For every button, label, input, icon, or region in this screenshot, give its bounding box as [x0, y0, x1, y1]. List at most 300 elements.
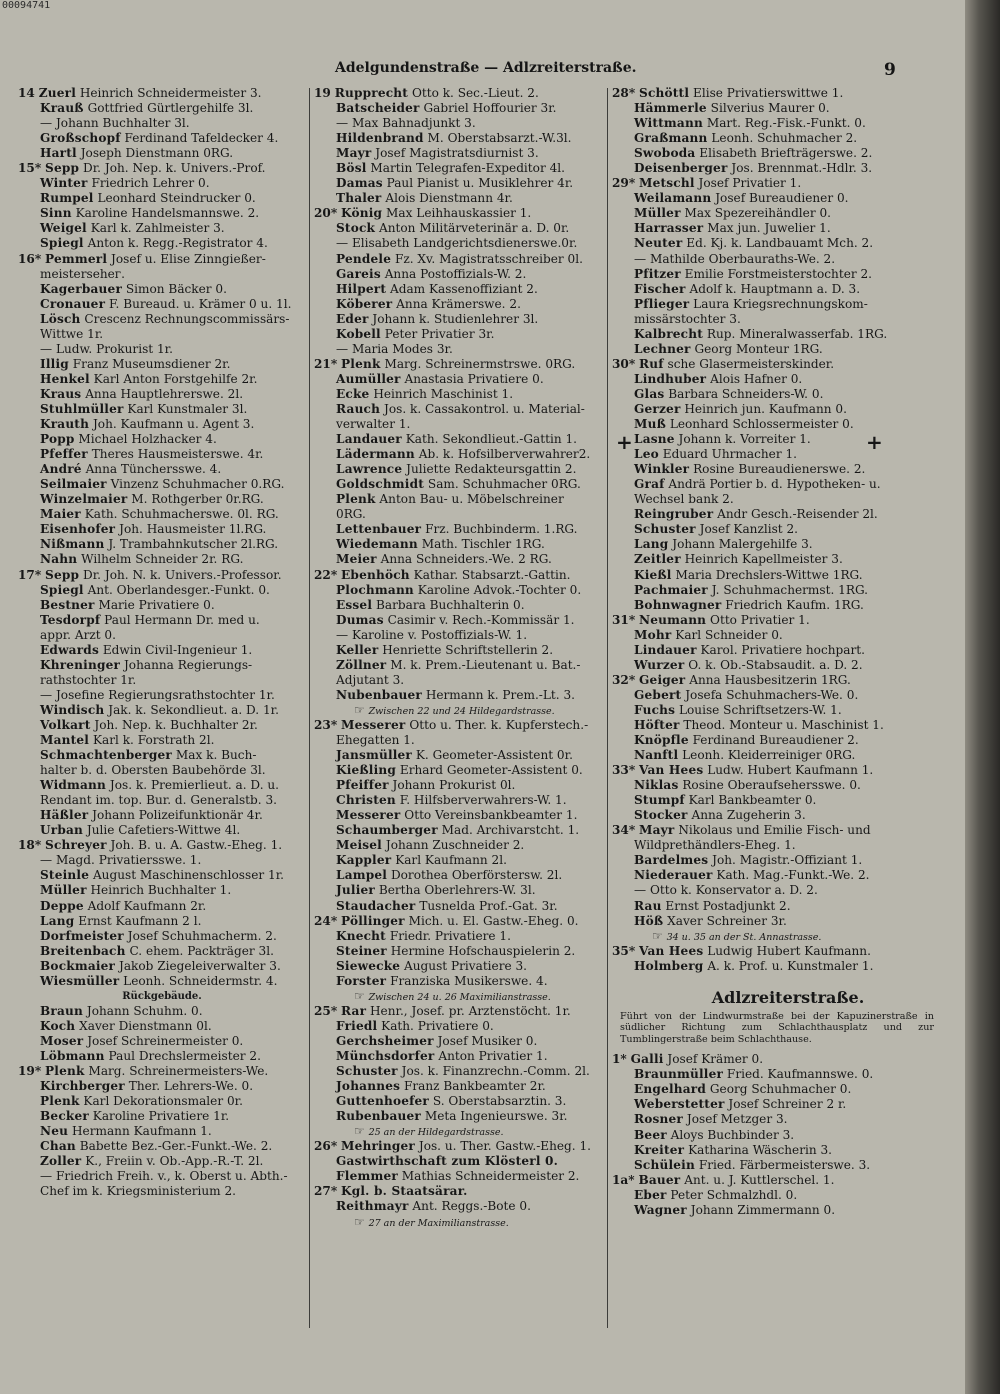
pointing-hand-icon: ☞: [354, 1214, 369, 1229]
resident-details: J. Trambahnkutscher 2l.RG.: [108, 537, 279, 552]
resident-surname: Kreiter: [634, 1142, 685, 1157]
resident-surname: Nahn: [40, 552, 78, 567]
resident-entry: [612, 267, 964, 282]
resident-entry: [314, 1199, 604, 1214]
resident-entry: [314, 492, 604, 507]
resident-details: Marg. Schreinermstrswe. 0RG.: [384, 356, 576, 371]
resident-surname: Bohnwagner: [634, 597, 722, 612]
resident-entry: [18, 1079, 306, 1094]
resident-entry: [612, 447, 964, 462]
resident-surname: Stuhlmüller: [40, 401, 124, 416]
resident-details: Rosine Oberaufsehersswe. 0.: [682, 778, 861, 793]
resident-details: Josef Musiker 0.: [437, 1033, 538, 1048]
resident-surname: Knecht: [336, 928, 386, 943]
resident-details: Ferdinand Tafeldecker 4.: [124, 131, 279, 146]
pointing-hand-icon: ☞: [354, 1124, 369, 1139]
house-number-entry: [612, 823, 964, 838]
resident-surname: Lädermann: [336, 447, 415, 462]
resident-surname: Spiegl: [40, 236, 84, 251]
resident-entry: [314, 1109, 604, 1124]
resident-entry: [612, 853, 964, 868]
resident-entry: [18, 688, 306, 703]
resident-details: Josef Schuhmacherm. 2.: [127, 928, 277, 943]
resident-entry: [18, 176, 306, 191]
resident-surname: Glas: [634, 386, 665, 401]
resident-details: Karoline Advok.-Tochter 0.: [417, 582, 582, 597]
resident-details: Fried. Kaufmannswe. 0.: [726, 1067, 874, 1082]
resident-surname: Widmann: [40, 778, 107, 793]
resident-details: — Otto k. Konservator a. D. 2.: [634, 883, 818, 898]
resident-details: Elisabeth Briefträgerswe. 2.: [699, 146, 873, 161]
house-number: 19: [314, 86, 331, 100]
column-rule-2: [607, 88, 608, 1328]
resident-surname: Pfeffer: [40, 447, 88, 462]
resident-entry: [314, 236, 604, 251]
resident-surname: Moser: [40, 1033, 84, 1048]
resident-details: Otto k. Sec.-Lieut. 2.: [411, 86, 539, 100]
resident-details: Johann Prokurist 0l.: [392, 778, 516, 793]
resident-details: Anna Tünchersswe. 4.: [85, 462, 222, 477]
resident-surname: Stocker: [634, 808, 688, 823]
resident-surname: Schuster: [634, 522, 696, 537]
resident-entry: [18, 447, 306, 462]
resident-details: Ludwig Hubert Kaufmann.: [707, 943, 871, 958]
resident-details: Dorothea Oberförstersw. 2l.: [390, 868, 563, 883]
resident-entry: [18, 808, 306, 823]
resident-details: Meta Ingenieurswe. 3r.: [424, 1109, 568, 1124]
house-number: 15*: [18, 161, 42, 176]
resident-surname: Batscheider: [336, 101, 420, 116]
resident-surname: Christen: [336, 793, 396, 808]
resident-entry: [612, 1143, 964, 1158]
resident-surname: Reingruber: [634, 507, 714, 522]
resident-surname: Fischer: [634, 281, 686, 296]
resident-surname: Pfeiffer: [336, 778, 389, 793]
resident-details: M. Oberstabsarzt.-W.3l.: [427, 131, 572, 146]
resident-entry: [314, 643, 604, 658]
resident-surname: Leo: [634, 447, 659, 462]
resident-surname: Neumann: [639, 612, 707, 627]
resident-details: Anastasia Privatiere 0.: [404, 371, 544, 386]
resident-details: Edwin Civil-Ingenieur 1.: [102, 642, 253, 657]
resident-entry: [18, 477, 306, 492]
resident-surname: Rauch: [336, 401, 381, 416]
entry-continuation: meistersehег.: [40, 266, 125, 281]
resident-details: Jos. u. Ther. Gastw.-Eheg. 1.: [418, 1139, 592, 1154]
resident-details: Kath. Schuhmacherswe. 0l. RG.: [84, 507, 279, 522]
resident-surname: Schuster: [336, 1064, 398, 1079]
resident-surname: Lechner: [634, 341, 691, 356]
pointing-hand-icon: ☞: [652, 928, 667, 943]
resident-entry: [612, 1158, 964, 1173]
resident-surname: Kagerbauer: [40, 281, 123, 296]
resident-entry: [612, 387, 964, 402]
resident-details: Josef Bureaudiener 0.: [715, 191, 849, 206]
entry-continuation: Ehegatten 1.: [336, 733, 415, 748]
resident-details: Josefa Schuhmachers-We. 0.: [685, 687, 859, 702]
resident-surname: Kalbrecht: [634, 326, 704, 341]
resident-surname: Swoboda: [634, 146, 696, 161]
resident-surname: Graf: [634, 477, 665, 492]
house-number: 21*: [314, 356, 338, 371]
entry-continuation: rathstochter 1r.: [40, 672, 137, 687]
resident-surname: Bauer: [638, 1172, 681, 1187]
resident-entry: [612, 477, 964, 492]
resident-entry: [314, 899, 604, 914]
resident-surname: Münchsdorfer: [336, 1049, 435, 1063]
resident-entry: [18, 221, 306, 236]
resident-surname: Mayr: [639, 823, 675, 838]
house-number: 30*: [612, 356, 636, 371]
resident-entry: [314, 658, 604, 673]
resident-entry: [314, 101, 604, 116]
resident-entry: [18, 823, 306, 838]
resident-surname: Rubenbauer: [336, 1109, 421, 1124]
resident-details: Vinzenz Schuhmacher 0.RG.: [110, 477, 285, 492]
resident-details: M. k. Prem.-Lieutenant u. Bat.-: [390, 657, 581, 672]
resident-entry: [18, 552, 306, 567]
resident-surname: Messerer: [341, 717, 406, 732]
resident-details: Silverius Maurer 0.: [710, 101, 830, 116]
resident-surname: Graßmann: [634, 131, 708, 146]
resident-surname: Plenk: [40, 1094, 80, 1109]
resident-surname: Breitenbach: [40, 943, 126, 958]
resident-details: Jak. k. Sekondlieut. a. D. 1r.: [108, 702, 279, 717]
resident-details: Anton k. Regg.-Registrator 4.: [87, 236, 268, 251]
resident-entry: [612, 793, 964, 808]
resident-surname: Bockmaier: [40, 958, 116, 973]
resident-entry: [314, 176, 604, 191]
resident-surname: Stock: [336, 221, 376, 236]
resident-surname: Plenk: [45, 1064, 85, 1079]
resident-entry: [314, 342, 604, 357]
house-number: 19*: [18, 1064, 42, 1079]
resident-surname: Dumas: [336, 612, 384, 627]
resident-details: C. ehem. Packträger 3l.: [129, 943, 274, 958]
resident-surname: Lasne: [634, 432, 675, 447]
resident-surname: Gebert: [634, 687, 682, 702]
resident-surname: Köberer: [336, 296, 393, 311]
resident-surname: Pfitzer: [634, 266, 681, 281]
house-number: 31*: [612, 612, 636, 627]
resident-details: Eduard Uhrmacher 1.: [662, 447, 797, 462]
resident-entry: [612, 914, 964, 929]
resident-surname: Koch: [40, 1018, 76, 1033]
resident-surname: Damas: [336, 176, 383, 191]
resident-entry: [612, 206, 964, 221]
house-number-entry: [612, 86, 964, 101]
resident-details: Adam Kassenoffiziant 2.: [389, 281, 538, 296]
resident-entry: [314, 327, 604, 342]
resident-entry: [612, 1067, 964, 1082]
resident-entry: [18, 914, 306, 929]
resident-entry: [18, 372, 306, 387]
resident-details: Louise Schriftsetzers-W. 1.: [679, 702, 842, 717]
resident-details: Peter Privatier 3r.: [384, 326, 495, 341]
resident-entry: [314, 146, 604, 161]
resident-details: Heinrich Maschinist 1.: [373, 386, 514, 401]
resident-surname: Winzelmaier: [40, 492, 128, 507]
resident-surname: Großschopf: [40, 131, 121, 146]
resident-entry: [18, 1154, 306, 1169]
house-number-entry: [314, 1004, 604, 1019]
house-number-entry: [18, 1064, 306, 1079]
resident-details: Marg. Schreinermeisters-We.: [88, 1064, 269, 1079]
resident-details: Leonhard Steindrucker 0.: [97, 191, 256, 206]
book-edge: [965, 0, 1000, 1394]
resident-details: Katharina Wäscherin 3.: [688, 1142, 833, 1157]
note-text: Zwischen 24 u. 26 Maximilianstrasse.: [368, 991, 551, 1003]
resident-entry: [18, 1019, 306, 1034]
resident-surname: Gerchsheimer: [336, 1033, 434, 1048]
entry-continuation: Chef im k. Kriegsministerium 2.: [40, 1184, 237, 1199]
resident-entry: [612, 282, 964, 297]
resident-surname: Reithmayr: [336, 1199, 409, 1214]
resident-entry: [314, 221, 604, 236]
resident-details: Crescenz Rechnungscommissärs-: [84, 311, 290, 326]
resident-surname: Hilpert: [336, 281, 387, 296]
resident-entry: [18, 387, 306, 402]
resident-entry: [612, 417, 964, 432]
resident-details: K., Freiin v. Ob.-App.-R.-T. 2l.: [85, 1154, 264, 1169]
resident-details: — Friedrich Freih. v., k. Oberst u. Abth.-: [40, 1169, 288, 1184]
resident-entry: [314, 432, 604, 447]
resident-entry: [612, 507, 964, 522]
resident-surname: Wurzer: [634, 657, 685, 672]
resident-details: Karl Kaufmann 2l.: [395, 853, 507, 868]
handwritten-cross-mark: +: [616, 430, 633, 454]
resident-entry: [314, 252, 604, 267]
resident-details: — Maria Modes 3r.: [336, 341, 453, 356]
resident-surname: Henkel: [40, 371, 90, 386]
resident-entry: [612, 116, 964, 131]
cross-street-note: [314, 703, 604, 718]
resident-surname: Nubenbauer: [336, 687, 422, 702]
house-number: 22*: [314, 567, 338, 582]
resident-surname: Mantel: [40, 733, 90, 748]
resident-surname: Eisenhofer: [40, 522, 116, 537]
resident-entry: [314, 297, 604, 312]
resident-surname: Rosner: [634, 1112, 683, 1127]
resident-surname: Hildenbrand: [336, 131, 424, 146]
resident-entry: [612, 402, 964, 417]
resident-entry: [314, 838, 604, 853]
resident-details: Jos. k. Cassakontrol. u. Material-: [383, 401, 585, 416]
resident-details: Josef Krämer 0.: [667, 1052, 764, 1067]
resident-surname: Messerer: [336, 808, 401, 823]
resident-entry: [18, 1004, 306, 1019]
resident-entry: [612, 146, 964, 161]
resident-surname: Friedl: [336, 1018, 378, 1033]
resident-entry: [612, 959, 964, 974]
resident-details: Anna Postoffizials-W. 2.: [384, 266, 527, 281]
house-number-entry: [612, 357, 964, 372]
resident-details: Karoline Handelsmannswe. 2.: [75, 206, 260, 221]
resident-entry: [314, 1154, 604, 1169]
resident-details: Ther. Lehrers-We. 0.: [128, 1079, 254, 1094]
resident-surname: Holmberg: [634, 958, 704, 973]
resident-surname: Rar: [341, 1003, 367, 1018]
resident-details: Michael Holzhacker 4.: [78, 432, 217, 447]
resident-details: — Johann Buchhalter 3l.: [40, 116, 190, 131]
resident-details: Joh. Magistr.-Offiziant 1.: [712, 853, 863, 868]
resident-details: Rup. Mineralwasserfab. 1RG.: [706, 326, 888, 341]
resident-surname: Eder: [336, 311, 369, 326]
resident-entry: [18, 522, 306, 537]
resident-entry: [314, 447, 604, 462]
resident-entry: [314, 462, 604, 477]
resident-surname: Thaler: [336, 191, 382, 206]
resident-entry: [612, 161, 964, 176]
resident-surname: Neuter: [634, 236, 683, 251]
resident-details: Franz Bankbeamter 2r.: [403, 1079, 546, 1094]
resident-entry: [314, 613, 604, 628]
resident-details: Kath. Sekondlieut.-Gattin 1.: [405, 432, 578, 447]
resident-surname: Aumüller: [336, 371, 401, 386]
house-number: 14: [18, 86, 35, 100]
resident-surname: Deppe: [40, 898, 84, 913]
resident-surname: Gastwirthschaft zum Klösterl 0.: [336, 1154, 559, 1169]
resident-surname: Plenk: [336, 492, 376, 507]
resident-surname: Geiger: [639, 672, 686, 687]
resident-details: Hermann k. Prem.-Lt. 3.: [425, 687, 576, 702]
resident-details: Paul Hermann Dr. med u.: [104, 612, 260, 627]
resident-surname: Kgl. b. Staatsärar.: [341, 1184, 468, 1199]
resident-entry: [18, 1139, 306, 1154]
resident-entry: [612, 372, 964, 387]
resident-surname: Winkler: [634, 462, 690, 477]
resident-entry: [612, 342, 964, 357]
resident-details: Bertha Oberlehrers-W. 3l.: [378, 883, 536, 898]
resident-surname: Tesdorpf: [40, 612, 101, 627]
house-number-entry: [314, 86, 604, 101]
resident-surname: Braunmüller: [634, 1067, 724, 1082]
resident-surname: Deisenberger: [634, 161, 728, 176]
resident-details: Karl Bankbeamter 0.: [688, 793, 817, 808]
resident-details: Jos. k. Finanzrechn.-Comm. 2l.: [401, 1064, 590, 1079]
entry-continuation: Wildprethändlers-Eheg. 1.: [634, 838, 796, 853]
resident-surname: Popp: [40, 432, 75, 447]
resident-entry: [314, 312, 604, 327]
resident-entry: [18, 1034, 306, 1049]
resident-entry: [18, 342, 306, 357]
resident-details: Kathar. Stabsarzt.-Gattin.: [413, 567, 571, 582]
resident-details: August Maschinenschlosser 1r.: [92, 868, 284, 883]
resident-details: Ant. Reggs.-Bote 0.: [412, 1199, 531, 1214]
resident-entry: [612, 868, 964, 883]
resident-details: Johanna Regierungs-: [123, 657, 253, 672]
resident-entry: [18, 1049, 306, 1064]
resident-entry: [314, 116, 604, 131]
resident-details: Leonhard Schlossermeister 0.: [669, 417, 854, 432]
house-number: 1a*: [612, 1172, 635, 1187]
resident-surname: Lösch: [40, 311, 81, 326]
resident-surname: Schmachtenberger: [40, 748, 172, 763]
resident-details: Laura Kriegsrechnungskom-: [693, 296, 868, 311]
resident-entry: [18, 297, 306, 312]
resident-details: Juliette Redakteursgattin 2.: [406, 462, 577, 477]
resident-details: Joh. Kaufmann u. Agent 3.: [92, 417, 255, 432]
resident-details: M. Rothgerber 0r.RG.: [131, 492, 264, 507]
resident-entry: [18, 191, 306, 206]
resident-entry: [18, 748, 306, 763]
resident-surname: Zoller: [40, 1154, 82, 1169]
resident-details: sche Glasermeisterskinder.: [667, 356, 835, 371]
house-number-entry: [612, 1052, 964, 1067]
resident-surname: Van Hees: [639, 763, 704, 778]
house-number: 35*: [612, 943, 636, 958]
resident-details: Josef Privatier 1.: [698, 176, 802, 191]
resident-surname: Rau: [634, 898, 662, 913]
resident-entry: [18, 583, 306, 598]
resident-surname: Beer: [634, 1127, 667, 1142]
resident-entry: [18, 357, 306, 372]
resident-entry: [314, 161, 604, 176]
street-description: Führt von der Lindwurmstraße bei der Kapuzinerstraße in südlicher Richtung zum Schlachthausplatz und zur Tumblingerstraße beim Schlachthause.: [620, 1010, 934, 1045]
house-number-entry: [314, 206, 604, 221]
resident-details: K. Geometer-Assistent 0r.: [415, 748, 573, 763]
house-number: 27*: [314, 1184, 338, 1199]
resident-surname: Bösl: [336, 161, 367, 176]
resident-entry: [612, 327, 964, 342]
resident-details: — Magd. Privatiersswe. 1.: [40, 853, 202, 868]
resident-entry: [18, 643, 306, 658]
entry-continuation: verwalter 1.: [336, 417, 411, 432]
resident-details: Peter Schmalzhdl. 0.: [670, 1187, 798, 1202]
resident-surname: Kießl: [634, 567, 672, 582]
resident-entry: [18, 1109, 306, 1124]
resident-entry: [18, 492, 306, 507]
resident-surname: Rumpel: [40, 191, 94, 206]
resident-surname: Keller: [336, 642, 379, 657]
resident-details: Heinrich Buchhalter 1.: [90, 883, 232, 898]
resident-entry: [18, 718, 306, 733]
resident-entry: [612, 1188, 964, 1203]
resident-surname: Sepp: [45, 161, 80, 176]
resident-details: Karl Kunstmaler 3l.: [127, 401, 248, 416]
resident-details: Fried. Färbermeisterswe. 3.: [698, 1157, 871, 1172]
resident-surname: Schaumberger: [336, 823, 438, 838]
resident-entry: [314, 1169, 604, 1184]
resident-surname: Schülein: [634, 1157, 695, 1172]
resident-surname: Kießling: [336, 763, 397, 778]
resident-surname: Mohr: [634, 627, 672, 642]
resident-entry: [18, 598, 306, 613]
resident-surname: Chan: [40, 1139, 76, 1154]
resident-surname: Pachmaier: [634, 582, 708, 597]
resident-entry: [612, 1097, 964, 1112]
resident-entry: [612, 191, 964, 206]
resident-details: Karl k. Zahlmeister 3.: [90, 221, 225, 236]
resident-details: Josef Magistratsdiurnist 3.: [375, 146, 539, 161]
resident-details: Leonh. Schneidermstr. 4.: [123, 973, 278, 988]
resident-details: Ant. u. J. Kuttlerschel. 1.: [684, 1172, 835, 1187]
resident-entry: [18, 944, 306, 959]
resident-details: Friedrich Kaufm. 1RG.: [725, 597, 864, 612]
resident-details: Johann Schuhm. 0.: [86, 1003, 203, 1018]
resident-details: Otto u. Ther. k. Kupferstech.-: [409, 717, 589, 732]
resident-surname: Van Hees: [639, 943, 704, 958]
house-number: 34*: [612, 823, 636, 838]
resident-details: Anna Schneiders.-We. 2 RG.: [380, 552, 552, 567]
resident-surname: Kappler: [336, 853, 392, 868]
resident-details: Sam. Schuhmacher 0RG.: [427, 477, 581, 492]
resident-entry: [612, 899, 964, 914]
house-number: 20*: [314, 206, 338, 221]
resident-entry: [612, 883, 964, 898]
resident-entry: [314, 387, 604, 402]
resident-entry: [314, 793, 604, 808]
